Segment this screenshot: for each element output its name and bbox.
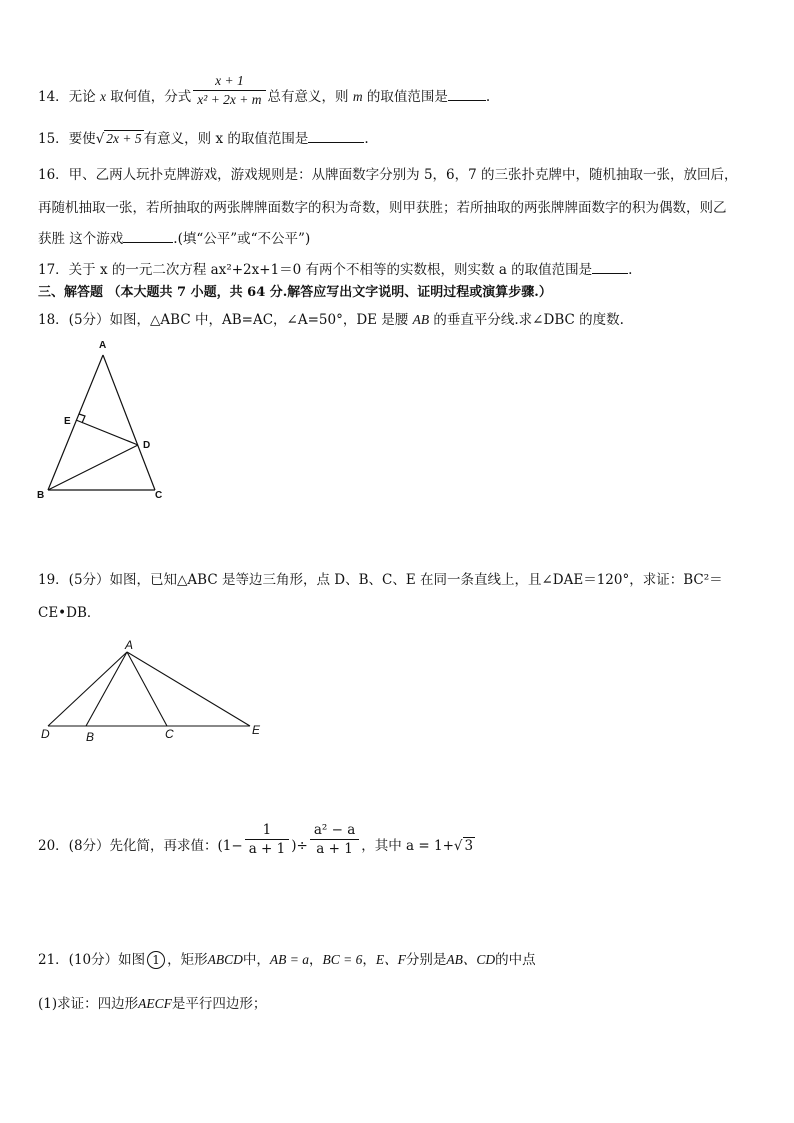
q20-text1: 20．(8分）先化简，再求值：(1− (38, 838, 243, 854)
q18-label-b: B (37, 490, 45, 501)
question-20 (38, 822, 475, 858)
q20-fraction-2 (310, 821, 359, 858)
q15-answer-blank (308, 128, 364, 143)
q17-end: . (628, 262, 633, 278)
q20-frac2-numerator: a² − a (310, 821, 359, 840)
q15-end: . (364, 131, 369, 147)
q21-text7: 的中点 (495, 952, 536, 968)
question-21-part1 (38, 994, 266, 1014)
q14-var-x: x (99, 89, 106, 104)
q15-text2: 有意义，则 x 的取值范围是 (143, 131, 309, 147)
q20-fraction-1 (245, 821, 290, 858)
q19-label-c: C (165, 727, 174, 741)
q18-label-e: E (64, 416, 71, 427)
q20-frac1-numerator: 1 (245, 821, 290, 840)
q14-frac-denominator: x² + 2x + m (197, 92, 262, 107)
q18-text1: 18．(5分）如图，△ABC 中，AB=AC，∠A=50°，DE 是腰 (38, 312, 409, 328)
q20-sqrt-sign: √ (453, 838, 463, 854)
q19-label-a: A (125, 638, 134, 652)
q20-frac1-denominator: a + 1 (248, 841, 286, 857)
q21-aecf: AECF (138, 996, 172, 1011)
q21-text5: ， (362, 952, 376, 968)
q18-ab: AB (412, 312, 430, 327)
q14-answer-blank (448, 86, 486, 101)
q15-number: 15． (38, 131, 69, 147)
q14-text2: 取何值，分式 (110, 89, 192, 105)
q20-text2: )÷ (291, 838, 308, 854)
q19-segment-ad (48, 652, 127, 726)
q21-eq2: BC = 6 (322, 952, 363, 967)
q21-ef: E、F (375, 952, 406, 967)
q20-frac2-denominator: a + 1 (316, 841, 353, 857)
q18-segment-bd (48, 445, 138, 490)
q18-text2: 的垂直平分线.求∠DBC 的度数. (433, 312, 624, 328)
q16-line3b: .(填“公平”或“不公平”) (173, 231, 311, 247)
question-16-line2: 再随机抽取一张，若所抽取的两张牌牌面数字的积为奇数，则甲获胜；若所抽取的两张牌牌面数字的积为偶数，则乙 (38, 200, 727, 216)
q15-text1: 要使 (68, 131, 96, 147)
q19-label-d: D (41, 727, 50, 741)
q20-text3: ，其中 a = 1+ (361, 838, 454, 854)
q18-side-ac (103, 355, 155, 490)
q21-text4: ， (308, 952, 323, 968)
question-15 (38, 128, 369, 149)
q16-answer-blank (123, 228, 173, 243)
question-17 (38, 259, 632, 280)
q15-sqrt-expr: 2x + 5 (106, 131, 142, 146)
q14-frac-numerator: x + 1 (193, 72, 265, 91)
section-3-title: 三、解答题 （本大题共 7 小题，共 64 分.解答应写出文字说明、证明过程或演算步骤.） (38, 285, 552, 300)
q14-text3: 总有意义，则 (267, 89, 349, 105)
question-19-line2: CE•DB． (38, 605, 101, 621)
question-16-line1: 16．甲、乙两人玩扑克牌游戏，游戏规则是：从牌面数字分别为 5，6，7 的三张扑克牌中，随机抽取一张，放回后， (38, 167, 738, 183)
q18-side-ab (48, 355, 103, 490)
q21-circled-number: 1 (147, 951, 165, 969)
q18-label-a: A (99, 340, 107, 351)
q21-sub1-b: 是平行四边形； (171, 996, 267, 1012)
question-16-line3 (38, 228, 310, 249)
q19-label-b: B (86, 730, 95, 744)
q20-sqrt-value: 3 (464, 838, 474, 854)
q21-ab-cd: AB、CD (446, 952, 496, 967)
q17-text: 17．关于 x 的一元二次方程 ax²+2x+1＝0 有两个不相等的实数根，则实数 a 的取值范围是 (38, 262, 593, 278)
q21-abcd: ABCD (207, 952, 243, 967)
q19-segment-ae (127, 652, 250, 726)
question-18 (38, 310, 624, 330)
q21-text1: 21．(10分）如图 (38, 952, 146, 968)
q16-line3a: 获胜 这个游戏 (38, 231, 124, 247)
q18-segment-ed (76, 420, 138, 445)
q18-label-d: D (143, 440, 151, 451)
question-19-line1: 19．(5分）如图，已知△ABC 是等边三角形，点 D、B、C、E 在同一条直线上，且∠DAE＝120°，求证：BC²＝ (38, 572, 723, 588)
question-14 (38, 73, 491, 109)
q14-text1: 无论 (68, 89, 96, 105)
q18-right-angle-mark (79, 414, 85, 423)
q21-sub1-a: (1)求证：四边形 (38, 996, 139, 1012)
q21-text3: 中， (242, 952, 270, 968)
q19-label-e: E (252, 723, 261, 737)
question-21 (38, 950, 536, 970)
q17-answer-blank (592, 259, 628, 274)
q14-text4: 的取值范围是 (366, 89, 448, 105)
q14-fraction (193, 72, 265, 109)
q14-var-m: m (352, 89, 363, 104)
q15-sqrt-sign: √ (95, 131, 105, 147)
q21-text2: ，矩形 (167, 952, 208, 968)
q19-segment-ab (86, 652, 127, 726)
q14-end: . (485, 89, 491, 105)
q18-label-c: C (155, 490, 163, 501)
q14-number: 14． (38, 89, 69, 105)
q21-text6: 分别是 (405, 952, 447, 968)
q19-segment-ac (127, 652, 167, 726)
q21-eq1: AB = a (269, 952, 309, 967)
